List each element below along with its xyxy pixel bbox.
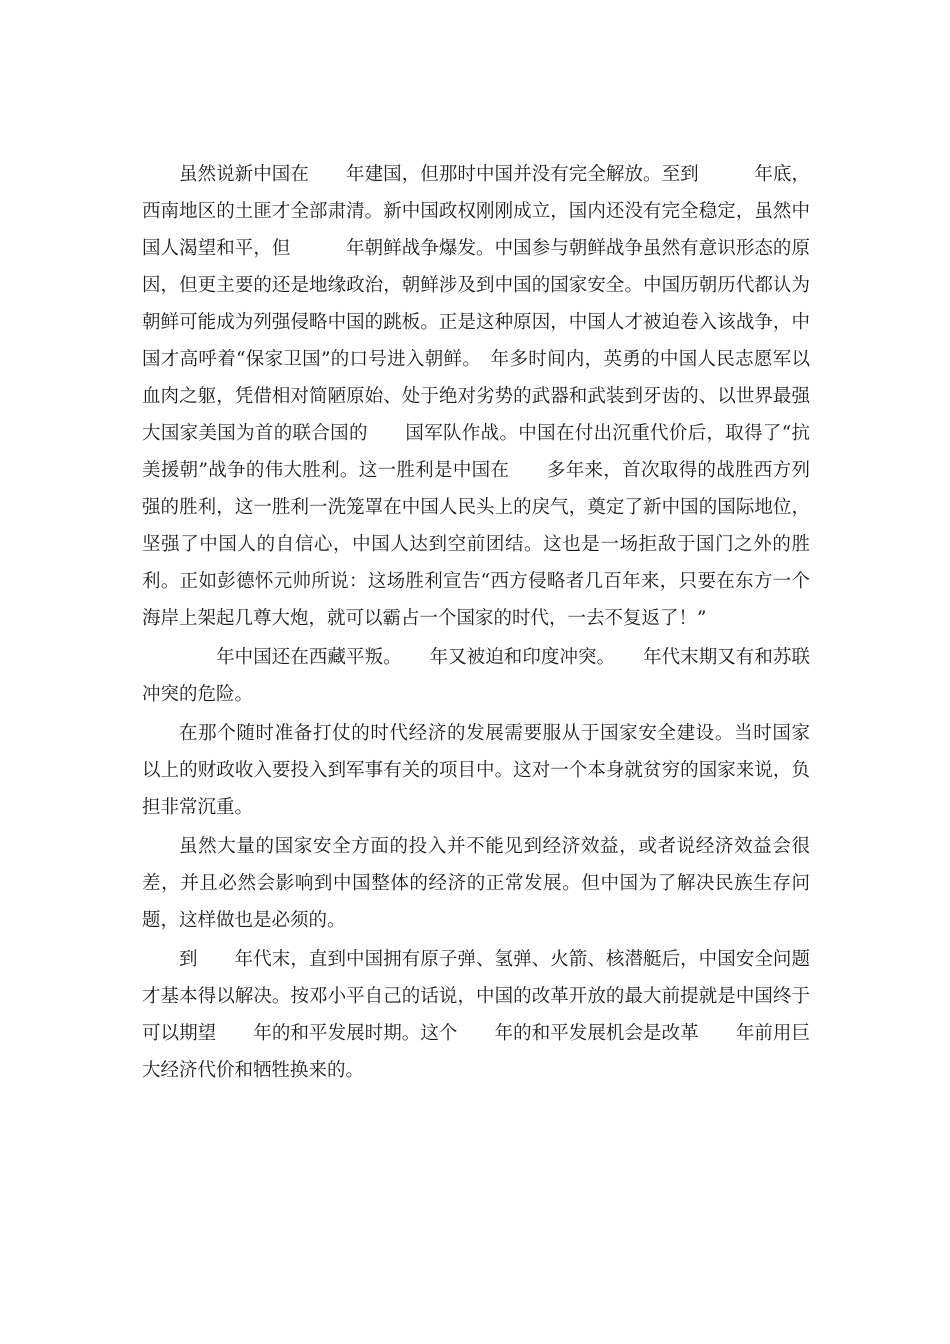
document-page [142,156,829,1089]
paragraph-military-spending: 在那个随时准备打仗的时代经济的发展需要服从于国家安全建设。当时国家 以上的财政收入要投入到军事有关的项目中。这对一个本身就贫穷的国家来说，负担非常沉重。 [142,723,829,818]
paragraph-reform-premise: 到 年代末，直到中国拥有原子弹、氢弹、火箭、核潜艇后，中国安全问题才基本得以解决。按邓小平自己的话说，中国的改革开放的最大前提就是中国终于可以期望 年的和平发展时期。这个 年的和平发展机会是改革 年前用巨大经济代价和牺牲换来的。 [142,949,810,1081]
paragraph-korean-war: 虽然说新中国在 年建国，但那时中国并没有完全解放。至到 年底，西南地区的土匪才全部肃清。新中国政权刚刚成立，国内还没有完全稳定，虽然中国人渴望和平，但 年朝鲜战争爆发。中国参与朝鲜战争虽然有意识形态的原因，但更主要的还是地缘政治，朝鲜涉及到中国的国家安全。中国历朝历代都认为朝鲜可能成为列强侵略中国的跳板。正是这种原因，中国人才被迫卷入该战争，中国才高呼着“保家卫国”的口号进入朝鲜。 年多时间内，英勇的中国人民志愿军以血肉之躯，凭借相对简陋原始、处于绝对劣势的武器和武装到牙齿的、以世界最强大国家美国为首的联合国的 国军队作战。中国在付出沉重代价后，取得了“抗美援朝”战争的伟大胜利。这一胜利是中国在 多年来，首次取得的战胜西方列强的胜利，这一胜利一洗笼罩在中国人民头上的戾气，奠定了新中国的国际地位，坚强了中国人的自信心，中国人达到空前团结。这也是一场拒敌于国门之外的胜利。正如彭德怀元帅所说：这场胜利宣告“西方侵略者几百年来，只要在东方一个海岸上架起几尊大炮，就可以霸占一个国家的时代，一去不复返了！” [142,164,810,629]
paragraph-border-conflicts: 年中国还在西藏平叛。 年又被迫和印度冲突。 年代末期又有和苏联冲突的危险。 [142,647,810,705]
paragraph-economic-cost: 虽然大量的国家安全方面的投入并不能见到经济效益，或者说经济效益会很差，并且必然会影响到中国整体的经济的正常发展。但中国为了解决民族生存问题，这样做也是必须的。 [142,836,810,931]
